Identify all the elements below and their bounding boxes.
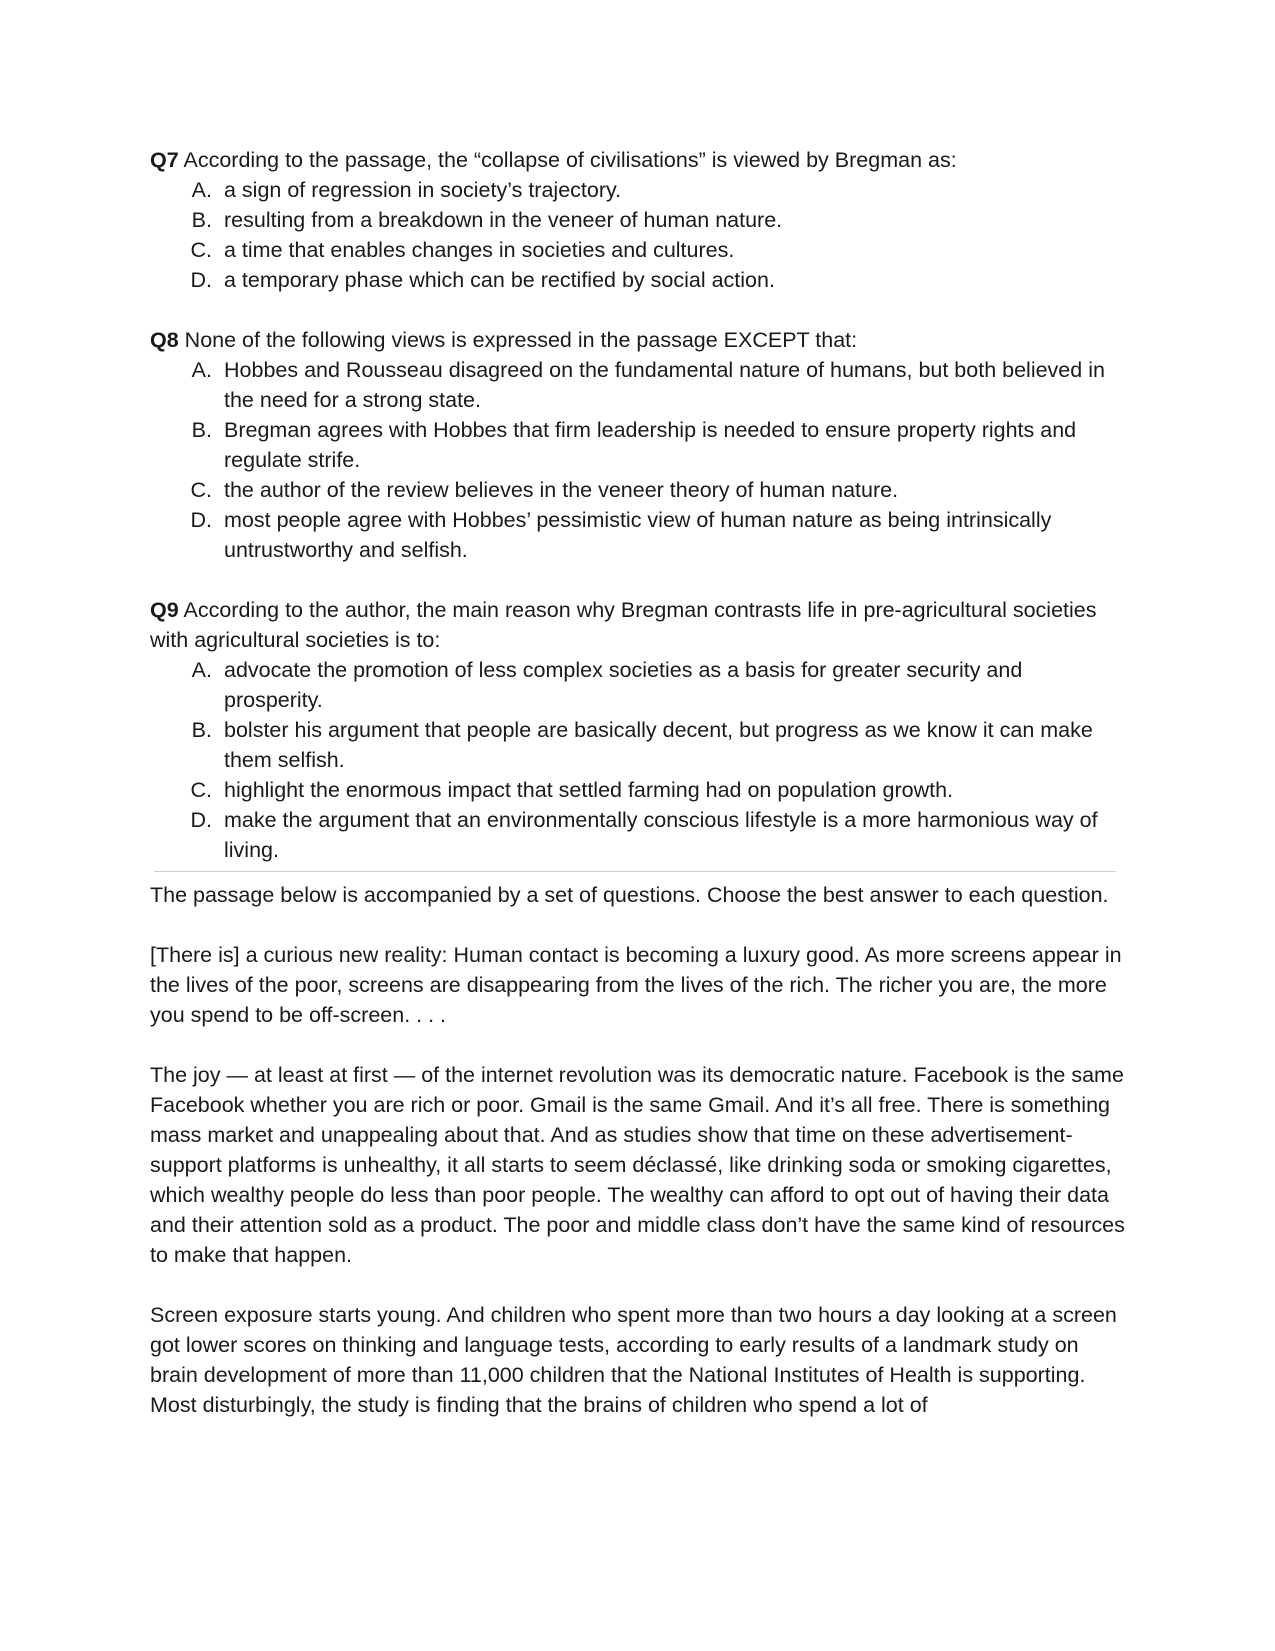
question-stem [150,325,1130,355]
option-d [150,505,1130,565]
section-divider [154,871,1116,872]
question-stem [150,145,1130,175]
option-letter: D. [190,268,212,292]
document-page [150,145,1130,1450]
question-number: Q8 [150,328,179,352]
option-b [150,205,1130,235]
option-letter: A. [191,658,212,682]
reading-passage [150,880,1130,1420]
option-text: a sign of regression in society’s trajectory. [224,178,622,202]
option-letter: D. [190,808,212,832]
option-text: bolster his argument that people are basically decent, but progress as we know it can make them selfish. [224,718,1093,772]
option-text: Hobbes and Rousseau disagreed on the fundamental nature of humans, but both believed in the need for a strong state. [224,358,1105,412]
passage-paragraph: [There is] a curious new reality: Human contact is becoming a luxury good. As more screens appear in the lives of the poor, screens are disappearing from the lives of the rich. The richer you are, the more you spend to be off-screen. . . . [150,943,1122,1027]
option-letter: C. [190,478,212,502]
option-letter: C. [190,778,212,802]
option-letter: A. [191,178,212,202]
option-text: the author of the review believes in the veneer theory of human nature. [224,478,899,502]
answer-options [150,655,1130,865]
question-text: According to the author, the main reason why Bregman contrasts life in pre-agricultural societies with agricultural societies is to: [150,598,1097,652]
option-text: highlight the enormous impact that settled farming had on population growth. [224,778,954,802]
option-d [150,265,1130,295]
option-a [150,175,1130,205]
option-d [150,805,1130,865]
answer-options [150,175,1130,295]
option-a [150,655,1130,715]
option-letter: B. [191,418,212,442]
option-c [150,775,1130,805]
option-text: most people agree with Hobbes’ pessimistic view of human nature as being intrinsically untrustworthy and selfish. [224,508,1052,562]
question-q7 [150,145,1130,295]
question-q9 [150,595,1130,865]
passage-paragraph: The joy — at least at first — of the internet revolution was its democratic nature. Facebook is the same Facebook whether you are rich or poor. Gmail is the same Gmail. And it’s all free. There is something mass market and unappealing about that. And as studies show that time on these advertisement-support platforms is unhealthy, it all starts to seem déclassé, like drinking soda or smoking cigarettes, which wealthy people do less than poor people. The wealthy can afford to opt out of having their data and their attention sold as a product. The poor and middle class don’t have the same kind of resources to make that happen. [150,1063,1125,1267]
option-text: a temporary phase which can be rectified by social action. [224,268,775,292]
question-number: Q7 [150,148,179,172]
option-c [150,235,1130,265]
option-text: make the argument that an environmentally conscious lifestyle is a more harmonious way of living. [224,808,1098,862]
option-text: Bregman agrees with Hobbes that firm leadership is needed to ensure property rights and regulate strife. [224,418,1077,472]
question-q8 [150,325,1130,565]
question-stem [150,595,1130,655]
question-text: None of the following views is expressed in the passage EXCEPT that: [184,328,858,352]
option-letter: B. [191,718,212,742]
option-a [150,355,1130,415]
answer-options [150,355,1130,565]
option-letter: B. [191,208,212,232]
passage-instructions: The passage below is accompanied by a set of questions. Choose the best answer to each question. [150,883,1109,907]
option-letter: A. [191,358,212,382]
option-c [150,475,1130,505]
option-text: advocate the promotion of less complex societies as a basis for greater security and prosperity. [224,658,1023,712]
question-number: Q9 [150,598,179,622]
option-b [150,415,1130,475]
option-letter: C. [190,238,212,262]
option-text: resulting from a breakdown in the veneer of human nature. [224,208,783,232]
question-text: According to the passage, the “collapse of civilisations” is viewed by Bregman as: [183,148,957,172]
option-text: a time that enables changes in societies and cultures. [224,238,735,262]
passage-paragraph: Screen exposure starts young. And children who spent more than two hours a day looking at a screen got lower scores on thinking and language tests, according to early results of a landmark study on brain development of more than 11,000 children that the National Institutes of Health is supporting. Most disturbingly, the study is finding that the brains of children who spend a lot of [150,1303,1117,1417]
option-letter: D. [190,508,212,532]
option-b [150,715,1130,775]
